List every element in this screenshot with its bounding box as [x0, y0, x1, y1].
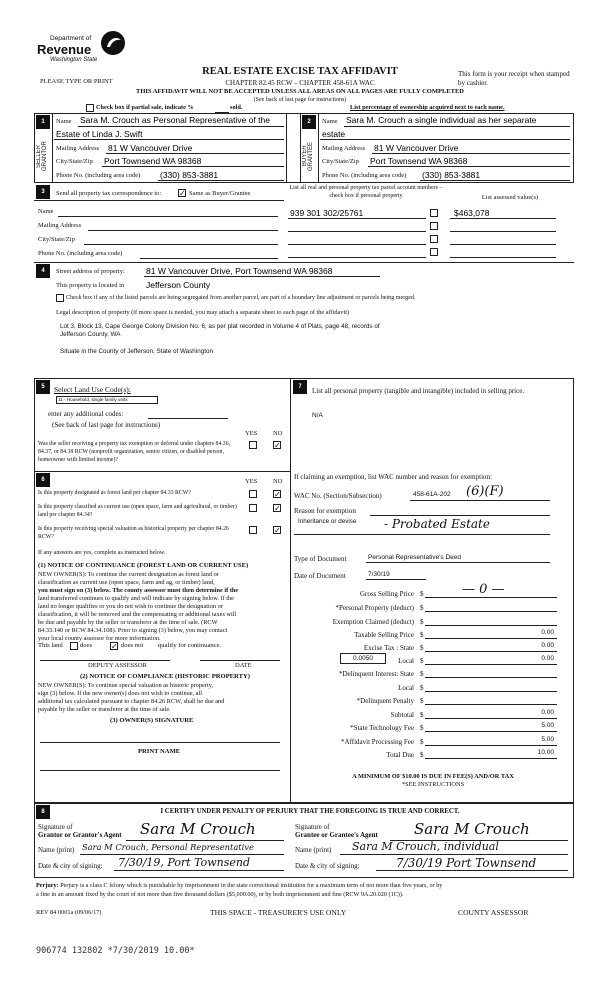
subtotal-dollar: $: [420, 711, 424, 719]
gross-handwritten[interactable]: — 0 —: [462, 582, 505, 597]
seller-name-line1[interactable]: Sara M. Crouch as Personal Representative of the: [80, 115, 270, 125]
buyer-side-label: BUYER GRANTEE: [302, 141, 314, 171]
affidavit-fee-value[interactable]: 5.00: [541, 736, 554, 743]
grantor-date-label: Date & city of signing:: [38, 862, 103, 870]
notice2-title: (2) NOTICE OF COMPLIANCE (HISTORIC PROPERTY): [80, 673, 250, 680]
personal-property-label: List all personal property (tangible and intangible) included in selling price.: [312, 387, 525, 395]
form-title: REAL ESTATE EXCISE TAX AFFIDAVIT: [202, 66, 398, 77]
gross-dollar: $: [420, 590, 424, 598]
print-name-label: PRINT NAME: [138, 748, 181, 755]
tech-fee-label: *State Technology Fee: [350, 724, 414, 732]
seller-city[interactable]: Port Townsend WA 98368: [104, 156, 202, 166]
parcel-2-checkbox[interactable]: [430, 222, 438, 230]
delinquent-local-dollar: $: [420, 684, 424, 692]
land-use-code: 11 - Household, single family units: [58, 397, 128, 402]
historic-yes-checkbox[interactable]: [249, 526, 257, 534]
delinquent-local-label: Local: [398, 684, 414, 692]
qualify-label: qualify for continuance.: [158, 642, 222, 649]
s3-name-label: Name: [38, 208, 54, 215]
exemption-yes-checkbox[interactable]: [249, 441, 257, 449]
penalty-dollar: $: [420, 697, 424, 705]
grantor-date-city[interactable]: 7/30/19, Port Townsend: [118, 856, 251, 869]
gross-label: Gross Selling Price: [359, 590, 414, 598]
notice1-body: [38, 571, 238, 643]
notice2-l1: NEW OWNER(S): To continue special valuation as historic property,: [38, 682, 214, 689]
parcel-header: List all real and personal property tax parcel account numbers – check box if personal property: [289, 185, 443, 199]
total-dollar: $: [420, 751, 424, 759]
personal-dollar: $: [420, 604, 424, 612]
seller-mailing[interactable]: 81 W Vancouver Drive: [108, 143, 193, 153]
grantee-sig-label2: Grantee or Grantee's Agent: [295, 831, 378, 839]
total-due-value[interactable]: 10.00: [537, 749, 554, 756]
dept-line3: Washington State: [50, 57, 98, 63]
local-rate: 0.0050: [353, 655, 373, 662]
treasurer-use: THIS SPACE - TREASURER'S USE ONLY: [210, 908, 347, 917]
s5-see-back: (See back of last page for instructions): [52, 421, 161, 429]
seller-phone[interactable]: (330) 853-3881: [160, 170, 219, 180]
grantor-name[interactable]: Sara M Crouch, Personal Representative: [82, 842, 254, 852]
same-as-buyer-label: Same as Buyer/Grantee: [189, 190, 251, 197]
not-accepted: THIS AFFIDAVIT WILL NOT BE ACCEPTED UNLESS ALL AREAS ON ALL PAGES ARE FULLY COMPLETED: [136, 88, 464, 95]
segregated-label: Check box if any of the listed parcels are being segregated from another parcel, are part of a boundary line adjustment or parcels being merged.: [66, 295, 416, 301]
grantee-signature[interactable]: Sara M Crouch: [414, 820, 530, 838]
perjury-l2: a fine in an amount fixed by the court of not more than five thousand dollars ($5,000.00), or by both imprisonment and fine (RCW 9A.20.020 (1C)).: [36, 890, 404, 898]
seller-side-label: SELLER GRANTOR: [36, 141, 48, 171]
doc-type-value[interactable]: Personal Representative's Deed: [368, 554, 462, 561]
penalty-label: *Delinquent Penalty: [356, 697, 414, 705]
assessed-value[interactable]: $463,078: [454, 208, 490, 218]
claim-exemption-label: If claiming an exemption, list WAC number and reason for exemption:: [294, 473, 492, 481]
grantee-sig-label1: Signature of: [295, 823, 330, 831]
pct-list-note: List percentage of ownership acquired next to each name.: [350, 104, 505, 111]
notice1-l9: your local county assessor for more information.: [38, 635, 161, 642]
section-3-number: 3: [36, 185, 50, 199]
grantee-name[interactable]: Sara M Crouch, individual: [352, 840, 499, 853]
doc-date-label: Date of Document: [294, 572, 346, 580]
does-not-checkbox[interactable]: ✓: [111, 642, 118, 651]
seller-mailing-label: Mailing Address: [56, 145, 100, 152]
wac-number[interactable]: 458-61A-202: [413, 491, 451, 498]
street-label: Street address of property:: [56, 268, 125, 275]
current-use-no-checkbox[interactable]: ✓: [274, 504, 281, 513]
notice1-l8: 84.33.140 or RCW 84.34.108). Prior to signing (3) below, you may contact: [38, 627, 228, 634]
section-7-number: 7: [293, 380, 307, 394]
legal-label: Legal description of property (if more space is needed, you may attach a separate sheet to each page of the affidavit): [56, 309, 350, 316]
taxable-label: Taxable Selling Price: [354, 631, 414, 639]
send-correspondence-label: Send all property tax correspondence to:: [56, 190, 162, 197]
does-not-label: does not: [121, 642, 144, 649]
dept-line2: Revenue: [37, 42, 92, 57]
seller-name-label: Name: [56, 118, 72, 125]
street-address[interactable]: 81 W Vancouver Drive, Port Townsend WA 98368: [146, 266, 333, 276]
s6-yes-label: YES: [245, 478, 258, 485]
current-use-yes-checkbox[interactable]: [249, 504, 257, 512]
buyer-mailing-label: Mailing Address: [322, 145, 366, 152]
minimum-fee-note: A MINIMUM OF $10.00 IS DUE IN FEE(S) AND/OR TAX: [352, 773, 514, 780]
forest-question: Is this property designated as forest land per chapter 84.33 RCW?: [38, 490, 191, 496]
state-tax-label: Excise Tax : State: [363, 644, 414, 652]
personal-deduct-label: *Personal Property (deduct): [335, 604, 414, 612]
perjury-l1: Perjury is a class C felony which is punishable by imprisonment in the state correctional institution for a maximum term of not more than five years, or by: [60, 882, 443, 889]
exemption-no-checkbox[interactable]: ✓: [274, 441, 281, 450]
notice1-title: (1) NOTICE OF CONTINUANCE (FOREST LAND OR CURRENT USE): [38, 562, 249, 569]
exemption-deduct-label: Exemption Claimed (deduct): [332, 618, 414, 626]
buyer-name-label: Name: [322, 118, 338, 125]
section-4-number: 4: [36, 264, 50, 278]
dor-logo: [36, 30, 128, 70]
delinquent-state-dollar: $: [420, 670, 424, 678]
s6-no-label: NO: [273, 478, 283, 485]
rev-number: REV 84 0001a (09/06/17): [36, 909, 102, 916]
seller-city-label: City/State/Zip: [56, 158, 93, 165]
county[interactable]: Jefferson County: [146, 280, 211, 290]
partial-sale-checkbox[interactable]: [86, 104, 94, 112]
reason-label: Reason for exemption: [294, 507, 356, 515]
seller-name-line2[interactable]: Estate of Linda J. Swift: [56, 129, 143, 139]
s5-yes-label: YES: [245, 430, 258, 437]
section-5-number: 5: [36, 380, 50, 394]
parcel-number[interactable]: 939 301 302/25761: [290, 208, 364, 218]
reason-handwritten[interactable]: - Probated Estate: [384, 517, 490, 531]
situate[interactable]: Situate in the County of Jefferson, State of Washington: [60, 348, 213, 355]
this-land-label: This land: [38, 642, 63, 649]
grantee-name-label: Name (print): [295, 846, 332, 854]
historic-no-checkbox[interactable]: ✓: [274, 526, 281, 535]
partial-sale-label: Check box if partial sale, indicate %: [96, 104, 194, 111]
exemption-dollar: $: [420, 618, 424, 626]
taxable-value[interactable]: 0.00: [541, 629, 554, 636]
buyer-name-line1[interactable]: Sara M. Crouch a single individual as her separate: [346, 115, 537, 125]
buyer-phone[interactable]: (330) 853-3881: [422, 170, 481, 180]
notice2-l4: payable by the seller or transferor at the time of sale.: [38, 706, 171, 713]
see-instructions: *SEE INSTRUCTIONS: [401, 781, 465, 788]
grantor-signature[interactable]: Sara M Crouch: [140, 820, 256, 838]
local-tax-value[interactable]: 0.00: [541, 655, 554, 662]
wac-subsection-handwritten[interactable]: (6)(F): [466, 484, 504, 499]
if-yes-note: If any answers are yes, complete as instructed below.: [38, 550, 166, 556]
legal-line2[interactable]: Jefferson County, WA: [60, 331, 121, 338]
recording-stamp: 906774 132802 *7/30/2019 10.00*: [36, 946, 195, 956]
reason-value[interactable]: Inheritance or devise: [298, 518, 357, 525]
legal-line1[interactable]: Lot 3, Block 13, Cape George Colony Division No. 6, as per plat recorded in Volume 4 of Plats, page 48, records of: [60, 323, 380, 330]
affidavit-fee-label: *Affidavit Processing Fee: [341, 738, 414, 746]
section-1-number: 1: [36, 115, 50, 129]
parcel-4-checkbox[interactable]: [430, 248, 438, 256]
local-tax-label: Local: [398, 657, 414, 665]
notice1-l7: be due and payable by the seller or transferor at the time of sale. (RCW: [38, 619, 218, 626]
taxable-dollar: $: [420, 631, 424, 639]
section-6-number: 6: [36, 473, 50, 487]
notice1-l3: you must sign on (3) below. The county assessor must then determine if the: [38, 587, 239, 594]
personal-property-value[interactable]: N/A: [312, 412, 323, 419]
grantee-date-label: Date & city of signing:: [295, 862, 360, 870]
grantor-name-label: Name (print): [38, 846, 75, 854]
grantor-sig-label1: Signature of: [38, 823, 73, 831]
located-label: This property is located in: [56, 282, 125, 289]
s3-city-label: City/State/Zip: [38, 236, 75, 243]
assessed-header: List assessed value(s): [481, 194, 539, 201]
total-due-label: Total Due: [386, 751, 414, 759]
notice1-l4: land transferred continues to qualify and will indicate by signing below. If the: [38, 595, 234, 602]
current-use-question: Is this property classified as current use (open space, farm and agricultural, or timber) land per chapter 84.34?: [38, 504, 237, 518]
grantor-sig-label2: Grantor or Grantor's Agent: [38, 831, 122, 839]
same-as-buyer-checkbox[interactable]: ✓: [179, 189, 186, 198]
owner-signature-label: (3) OWNER(S) SIGNATURE: [110, 717, 194, 724]
doc-date-value[interactable]: 7/30/19: [368, 571, 390, 578]
historic-question: Is this property receiving special valuation as historical property per chapter 84.26 RCW?: [38, 526, 229, 540]
deputy-assessor-label: DEPUTY ASSESSOR: [88, 662, 147, 669]
section-2-number: 2: [302, 115, 316, 129]
form-chapter: CHAPTER 82.45 RCW – CHAPTER 458-61A WAC: [225, 79, 375, 87]
notice1-l6: classification, it will be removed and the compensating or additional taxes will: [38, 611, 237, 618]
buyer-phone-label: Phone No. (including area code): [322, 172, 407, 179]
s3-mailing-label: Mailing Address: [38, 222, 82, 229]
state-tax-value[interactable]: 0.00: [541, 642, 554, 649]
seller-phone-label: Phone No. (including area code): [56, 172, 141, 179]
does-checkbox[interactable]: [70, 642, 78, 650]
tech-fee-value[interactable]: 5.00: [541, 722, 554, 729]
county-assessor: COUNTY ASSESSOR: [458, 908, 529, 917]
receipt-note: This form is your receipt when stamped by cashier.: [458, 70, 570, 87]
subtotal-value[interactable]: 0.00: [541, 709, 554, 716]
select-land-use-label: Select Land Use Code(s):: [54, 385, 131, 394]
forest-yes-checkbox[interactable]: [249, 490, 257, 498]
additional-codes-label: enter any additional codes:: [48, 410, 124, 418]
see-back-top: (See back of last page for instructions): [253, 97, 347, 103]
tech-dollar: $: [420, 724, 424, 732]
buyer-name-line2[interactable]: estate: [322, 129, 346, 139]
local-dollar: $: [420, 657, 424, 665]
does-label: does: [80, 642, 93, 649]
notice2-l3: additional tax calculated pursuant to chapter 84.26 RCW, shall be due and: [38, 698, 225, 705]
state-dollar: $: [420, 644, 424, 652]
grantee-date-city[interactable]: 7/30/19 Port Townsend: [396, 856, 537, 870]
perjury-note: [36, 882, 576, 899]
wac-label: WAC No. (Section/Subsection): [294, 492, 382, 500]
notice2-l2: sign (3) below. If the new owner(s) does not wish to continue, all: [38, 690, 202, 697]
date-label: DATE: [235, 662, 252, 669]
forest-no-checkbox[interactable]: ✓: [274, 490, 281, 499]
parcel-3-checkbox[interactable]: [430, 235, 438, 243]
dor-logo-mark: [100, 30, 126, 56]
dept-line1: Department of: [50, 35, 92, 42]
buyer-city-label: City/State/Zip: [322, 158, 359, 165]
perjury-bold: Perjury:: [36, 882, 59, 889]
buyer-mailing[interactable]: 81 W Vancouver Drive: [374, 143, 459, 153]
affidavit-dollar: $: [420, 738, 424, 746]
doc-type-label: Type of Document: [294, 555, 347, 563]
section-8-number: 8: [36, 805, 50, 819]
s3-phone-label: Phone No. (including area code): [38, 250, 123, 257]
exemption-question: Was the seller receiving a property tax exemption or deferral under chapters 84.36, 84.37, or 84.38 RCW (nonprofit organization, senior citizen, or disabled person, homeowner with limited income)?: [38, 441, 231, 463]
notice2-body: [38, 682, 224, 714]
s5-no-label: NO: [273, 430, 283, 437]
sold-label: sold.: [230, 104, 243, 111]
please-type: PLEASE TYPE OR PRINT: [40, 78, 113, 85]
segregated-checkbox[interactable]: [56, 294, 64, 302]
subtotal-label: Subtotal: [390, 711, 414, 719]
buyer-city[interactable]: Port Townsend WA 98368: [370, 156, 468, 166]
notice1-l1: NEW OWNER(S): To continue the current designation as forest land or: [38, 571, 219, 578]
parcel-1-checkbox[interactable]: [430, 209, 438, 217]
notice1-l2: classification as current use (open space, farm and ag, or timber) land,: [38, 579, 215, 586]
certify-statement: I CERTIFY UNDER PENALTY OF PERJURY THAT THE FOREGOING IS TRUE AND CORRECT.: [160, 808, 460, 815]
notice1-l5: land no longer qualifies or you do not wish to continue the designation or: [38, 603, 223, 610]
delinquent-state-label: *Delinquent Interest: State: [338, 670, 414, 678]
